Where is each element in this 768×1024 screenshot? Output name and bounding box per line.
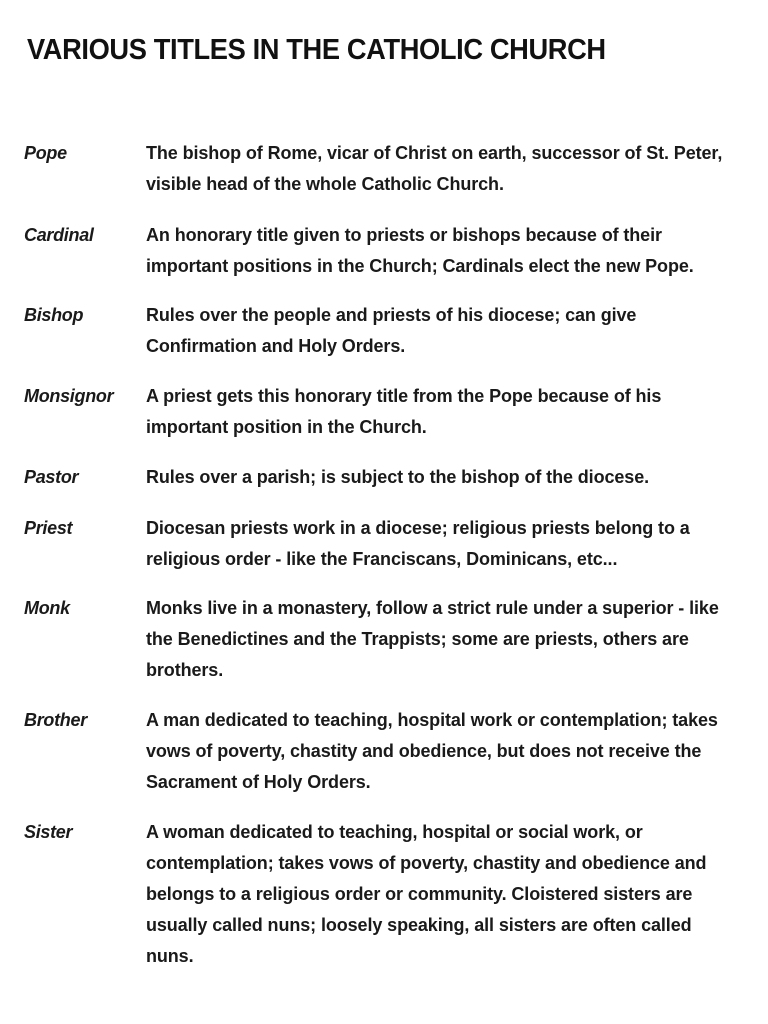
term-label: Cardinal xyxy=(24,225,94,245)
page-title: VARIOUS TITLES IN THE CATHOLIC CHURCH xyxy=(27,34,606,66)
entry-priest xyxy=(24,513,744,575)
term-label: Pastor xyxy=(24,467,79,487)
term-label: Sister xyxy=(24,822,73,842)
entry-cardinal xyxy=(24,220,744,282)
term-label: Priest xyxy=(24,518,73,538)
definition-text: An honorary title given to priests or bishops because of their important positions in the Church; Cardinals elect the new Pope. xyxy=(146,225,694,276)
definition-text: A man dedicated to teaching, hospital work or contemplation; takes vows of poverty, chastity and obedience, but does not receive the Sacrament of Holy Orders. xyxy=(146,710,718,792)
entry-sister xyxy=(24,817,744,972)
definition-text: Diocesan priests work in a diocese; religious priests belong to a religious order - like the Franciscans, Dominicans, etc... xyxy=(146,518,690,569)
entry-monsignor xyxy=(24,381,744,443)
entry-pope xyxy=(24,138,744,200)
term-label: Monsignor xyxy=(24,386,114,406)
term-label: Pope xyxy=(24,143,67,163)
term-label: Brother xyxy=(24,710,87,730)
entry-pastor xyxy=(24,462,744,493)
term-label: Monk xyxy=(24,598,70,618)
definition-text: A woman dedicated to teaching, hospital or social work, or contemplation; takes vows of poverty, chastity and obedience and belongs to a religious order or community. Cloistered sisters are usually called nuns; loosely speaking, all sisters are often called nuns. xyxy=(146,822,707,966)
definition-text: Monks live in a monastery, follow a strict rule under a superior - like the Benedictines and the Trappists; some are priests, others are brothers. xyxy=(146,598,719,680)
definition-text: The bishop of Rome, vicar of Christ on earth, successor of St. Peter, visible head of the whole Catholic Church. xyxy=(146,143,723,194)
definition-text: A priest gets this honorary title from the Pope because of his important position in the Church. xyxy=(146,386,662,437)
entry-monk xyxy=(24,593,744,686)
definition-text: Rules over a parish; is subject to the bishop of the diocese. xyxy=(146,467,650,487)
definition-text: Rules over the people and priests of his diocese; can give Confirmation and Holy Orders. xyxy=(146,305,637,356)
term-label: Bishop xyxy=(24,305,84,325)
definition-list xyxy=(24,138,744,972)
entry-bishop xyxy=(24,300,744,362)
entry-brother xyxy=(24,705,744,798)
